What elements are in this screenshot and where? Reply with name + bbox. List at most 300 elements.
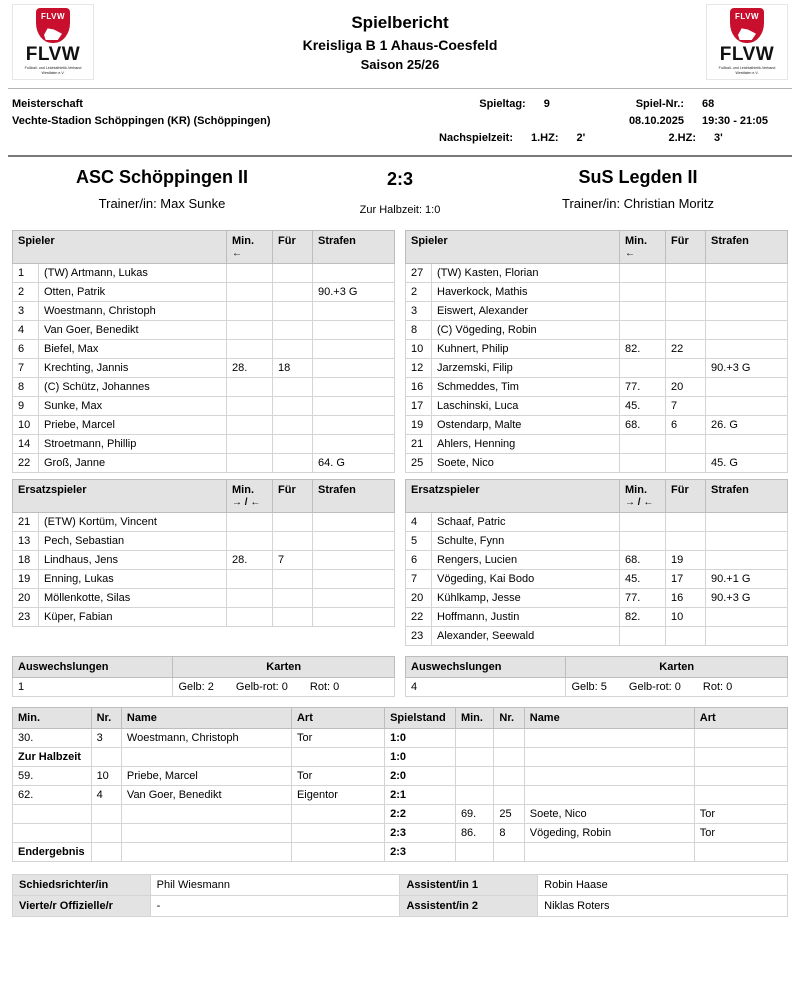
col-away-art: Art: [694, 708, 787, 729]
player-name: (ETW) Kortüm, Vincent: [39, 513, 227, 532]
col-strafen: Strafen: [706, 480, 788, 513]
player-name: Krechting, Jannis: [39, 359, 227, 378]
home-gelb: Gelb: 2: [178, 681, 214, 694]
subs-section: [8, 473, 792, 646]
stoppage-label: Nachspielzeit:: [439, 132, 513, 145]
event-away-min: 86.: [455, 824, 493, 843]
player-minute: [620, 532, 666, 551]
player-penalties: 90.+1 G: [706, 570, 788, 589]
teams-block: [8, 157, 792, 224]
table-row: [406, 532, 788, 551]
table-row: [13, 397, 395, 416]
assistant1-label: Assistent/in 1: [400, 875, 538, 896]
player-minute: [227, 435, 273, 454]
event-home-nr: 4: [91, 786, 121, 805]
player-minute: [620, 283, 666, 302]
player-penalties: [313, 589, 395, 608]
player-for: [273, 378, 313, 397]
away-starters-wrap: [405, 230, 788, 473]
player-for: [273, 513, 313, 532]
player-for: [273, 340, 313, 359]
player-for: [666, 454, 706, 473]
event-away-nr: [494, 729, 524, 748]
table-header-row: [13, 657, 395, 678]
player-for: [273, 264, 313, 283]
player-minute: [620, 454, 666, 473]
player-number: 7: [13, 359, 39, 378]
event-away-min: 69.: [455, 805, 493, 824]
player-number: 21: [406, 435, 432, 454]
halftime-score: Zur Halbzeit: 1:0: [359, 204, 441, 217]
table-row: [13, 805, 788, 824]
title-block: [94, 13, 706, 72]
player-penalties: [313, 435, 395, 454]
player-number: 18: [13, 551, 39, 570]
player-name: Stroetmann, Phillip: [39, 435, 227, 454]
player-penalties: 90.+3 G: [313, 283, 395, 302]
stoppage-row: [439, 130, 788, 147]
player-name: Schulte, Fynn: [432, 532, 620, 551]
event-score: 1:0: [385, 748, 456, 767]
player-for: [666, 283, 706, 302]
table-row: [406, 321, 788, 340]
home-starters-wrap: [12, 230, 395, 473]
player-minute: 68.: [620, 551, 666, 570]
player-number: 20: [13, 589, 39, 608]
player-number: 6: [13, 340, 39, 359]
player-number: 13: [13, 532, 39, 551]
player-number: 3: [406, 302, 432, 321]
table-row: [13, 454, 395, 473]
home-subs-body: [13, 513, 395, 627]
table-header-row: [13, 708, 788, 729]
events-body: [13, 729, 788, 862]
player-name: Priebe, Marcel: [39, 416, 227, 435]
event-away-min: [455, 843, 493, 862]
col-fuer: Für: [273, 231, 313, 264]
table-row: [406, 416, 788, 435]
event-home-name: [121, 805, 291, 824]
col-home-min: Min.: [13, 708, 92, 729]
fourth-official-label: Vierte/r Offizielle/r: [13, 896, 151, 917]
event-away-nr: 8: [494, 824, 524, 843]
report-header: [8, 0, 792, 88]
event-away-art: [694, 843, 787, 862]
player-for: [666, 435, 706, 454]
event-score: 2:3: [385, 843, 456, 862]
player-name: Enning, Lukas: [39, 570, 227, 589]
table-row: [406, 589, 788, 608]
player-number: 7: [406, 570, 432, 589]
player-minute: [227, 513, 273, 532]
event-away-art: Tor: [694, 824, 787, 843]
player-minute: [227, 532, 273, 551]
col-min: [227, 231, 273, 264]
player-name: Vögeding, Kai Bodo: [432, 570, 620, 589]
player-for: 6: [666, 416, 706, 435]
col-karten: Karten: [173, 657, 395, 678]
player-minute: [227, 608, 273, 627]
player-minute: 82.: [620, 340, 666, 359]
stoppage-h1-label: 1.HZ:: [531, 132, 559, 145]
player-minute: [620, 513, 666, 532]
away-starters-body: [406, 264, 788, 473]
player-number: 4: [406, 513, 432, 532]
player-for: [273, 608, 313, 627]
col-ersatzspieler: Ersatzspieler: [406, 480, 620, 513]
table-row: [13, 513, 395, 532]
event-home-art: [291, 805, 384, 824]
player-name: Lindhaus, Jens: [39, 551, 227, 570]
officials-section: [8, 862, 792, 923]
player-penalties: [313, 264, 395, 283]
away-team-name: SuS Legden II: [578, 167, 698, 188]
event-home-art: Eigentor: [291, 786, 384, 805]
event-home-art: Tor: [291, 729, 384, 748]
table-row: [13, 359, 395, 378]
table-row: [406, 454, 788, 473]
col-strafen: Strafen: [313, 231, 395, 264]
player-minute: [227, 416, 273, 435]
flvw-wordmark-right: FLVW: [719, 44, 775, 66]
date-row: [439, 113, 788, 130]
player-for: 7: [666, 397, 706, 416]
table-row: [13, 283, 395, 302]
league-name: Kreisliga B 1 Ahaus-Coesfeld: [302, 36, 498, 53]
event-home-min: 30.: [13, 729, 92, 748]
event-away-name: [524, 748, 694, 767]
player-for: [666, 359, 706, 378]
col-away-min: Min.: [455, 708, 493, 729]
table-row: [13, 321, 395, 340]
player-for: [273, 570, 313, 589]
col-fuer: Für: [666, 231, 706, 264]
table-row: [13, 264, 395, 283]
player-penalties: [313, 608, 395, 627]
player-number: 4: [13, 321, 39, 340]
player-minute: 28.: [227, 359, 273, 378]
player-minute: 82.: [620, 608, 666, 627]
col-karten: Karten: [566, 657, 788, 678]
player-number: 22: [406, 608, 432, 627]
events-table: [12, 707, 788, 862]
event-home-min: Endergebnis: [13, 843, 92, 862]
event-away-art: [694, 748, 787, 767]
table-row: [13, 589, 395, 608]
player-for: 22: [666, 340, 706, 359]
player-minute: [227, 378, 273, 397]
player-penalties: [313, 570, 395, 589]
col-ersatzspieler: Ersatzspieler: [13, 480, 227, 513]
stoppage-h2-label: 2.HZ:: [668, 132, 696, 145]
event-score: 2:3: [385, 824, 456, 843]
gamenr-value: 68: [702, 98, 715, 110]
player-name: Eiswert, Alexander: [432, 302, 620, 321]
col-home-nr: Nr.: [91, 708, 121, 729]
player-penalties: 45. G: [706, 454, 788, 473]
player-penalties: [313, 302, 395, 321]
competition-label: Meisterschaft: [12, 98, 83, 110]
player-number: 2: [406, 283, 432, 302]
player-minute: 68.: [620, 416, 666, 435]
away-subs-body: [406, 513, 788, 646]
player-number: 3: [13, 302, 39, 321]
player-number: 25: [406, 454, 432, 473]
player-name: (TW) Kasten, Florian: [432, 264, 620, 283]
player-penalties: [706, 302, 788, 321]
table-header-row: [13, 480, 395, 513]
table-header-row: [406, 231, 788, 264]
player-minute: [227, 454, 273, 473]
event-away-name: [524, 729, 694, 748]
col-fuer: Für: [666, 480, 706, 513]
home-gelbrot: Gelb-rot: 0: [235, 681, 288, 694]
player-penalties: [706, 608, 788, 627]
player-name: Biefel, Max: [39, 340, 227, 359]
table-header-row: [406, 480, 788, 513]
player-penalties: 90.+3 G: [706, 359, 788, 378]
event-away-nr: [494, 748, 524, 767]
event-away-name: Vögeding, Robin: [524, 824, 694, 843]
away-summary-table: [405, 656, 788, 697]
event-home-min: [13, 824, 92, 843]
scoreboard: [315, 167, 485, 216]
player-minute: [227, 321, 273, 340]
event-away-nr: [494, 767, 524, 786]
match-time: 19:30 - 21:05: [702, 115, 769, 128]
player-minute: [227, 340, 273, 359]
table-row: [13, 340, 395, 359]
match-meta-left: [12, 96, 271, 147]
away-starters-table: [405, 230, 788, 473]
player-for: [273, 454, 313, 473]
player-penalties: [313, 513, 395, 532]
player-number: 8: [13, 378, 39, 397]
table-row: [13, 416, 395, 435]
player-penalties: [313, 397, 395, 416]
away-coach: Trainer/in: Christian Moritz: [562, 196, 714, 212]
event-home-min: 62.: [13, 786, 92, 805]
event-score: 2:2: [385, 805, 456, 824]
player-number: 8: [406, 321, 432, 340]
table-row: [406, 378, 788, 397]
col-min: [620, 480, 666, 513]
event-away-nr: 25: [494, 805, 524, 824]
home-subs-wrap: [12, 479, 395, 646]
player-name: Möllenkotte, Silas: [39, 589, 227, 608]
player-number: 10: [406, 340, 432, 359]
player-penalties: [706, 513, 788, 532]
home-starters-body: [13, 264, 395, 473]
table-row: [406, 551, 788, 570]
referee-value: Phil Wiesmann: [150, 875, 400, 896]
table-row: [13, 729, 788, 748]
table-row: [13, 435, 395, 454]
player-for: 10: [666, 608, 706, 627]
table-row: [406, 570, 788, 589]
col-min-label: Min.: [625, 235, 647, 248]
player-name: Schmeddes, Tim: [432, 378, 620, 397]
event-away-name: Soete, Nico: [524, 805, 694, 824]
player-penalties: [313, 359, 395, 378]
player-name: Pech, Sebastian: [39, 532, 227, 551]
player-name: Küper, Fabian: [39, 608, 227, 627]
home-cards-cell: [173, 678, 395, 697]
player-for: [273, 283, 313, 302]
event-score: 1:0: [385, 729, 456, 748]
col-min: [227, 480, 273, 513]
event-home-min: [13, 805, 92, 824]
table-row: [406, 513, 788, 532]
event-home-nr: 3: [91, 729, 121, 748]
event-away-min: [455, 767, 493, 786]
table-row: [406, 397, 788, 416]
col-away-name: Name: [524, 708, 694, 729]
player-for: [666, 532, 706, 551]
home-summary-table: [12, 656, 395, 697]
player-number: 9: [13, 397, 39, 416]
player-number: 23: [13, 608, 39, 627]
player-number: 14: [13, 435, 39, 454]
player-penalties: [313, 551, 395, 570]
col-min-arrow: ←: [625, 248, 635, 260]
col-fuer: Für: [273, 480, 313, 513]
page-title: Spielbericht: [351, 12, 449, 32]
table-header-row: [406, 657, 788, 678]
player-name: Groß, Janne: [39, 454, 227, 473]
player-for: [273, 589, 313, 608]
player-for: [273, 435, 313, 454]
table-row: [406, 264, 788, 283]
player-for: [273, 397, 313, 416]
flvw-subtitle-left: Fußball- und Leichtathletik-Verband Westfalen e.V.: [24, 66, 82, 76]
player-for: 20: [666, 378, 706, 397]
table-row: [406, 340, 788, 359]
event-home-name: [121, 824, 291, 843]
event-away-nr: [494, 843, 524, 862]
player-penalties: [706, 340, 788, 359]
player-name: Hoffmann, Justin: [432, 608, 620, 627]
col-spieler: Spieler: [406, 231, 620, 264]
event-away-min: [455, 748, 493, 767]
home-rot: Rot: 0: [309, 681, 340, 694]
season-label: Saison 25/26: [360, 56, 440, 72]
home-team-block: [12, 167, 312, 211]
player-number: 22: [13, 454, 39, 473]
player-penalties: [706, 283, 788, 302]
home-subs-count: 1: [13, 678, 173, 697]
table-row: [406, 435, 788, 454]
event-home-nr: [91, 748, 121, 767]
fourth-official-value: -: [150, 896, 400, 917]
table-row: [13, 843, 788, 862]
player-number: 6: [406, 551, 432, 570]
player-penalties: [706, 378, 788, 397]
player-name: (C) Schütz, Johannes: [39, 378, 227, 397]
home-coach: Trainer/in: Max Sunke: [98, 196, 226, 212]
away-subs-table: [405, 479, 788, 646]
match-meta-right: [439, 96, 788, 147]
table-row: [406, 627, 788, 646]
player-minute: 28.: [227, 551, 273, 570]
officials-table: [12, 874, 788, 917]
table-row: [406, 608, 788, 627]
away-gelb: Gelb: 5: [571, 681, 607, 694]
event-home-name: [121, 748, 291, 767]
table-row: [13, 767, 788, 786]
player-number: 12: [406, 359, 432, 378]
summary-section: [8, 646, 792, 697]
player-minute: [227, 589, 273, 608]
event-away-nr: [494, 786, 524, 805]
player-for: 7: [273, 551, 313, 570]
player-penalties: [706, 397, 788, 416]
event-away-art: [694, 767, 787, 786]
match-date: 08.10.2025: [628, 115, 684, 128]
table-row: [406, 283, 788, 302]
event-away-name: [524, 843, 694, 862]
player-name: Woestmann, Christoph: [39, 302, 227, 321]
event-away-name: [524, 767, 694, 786]
events-section: [8, 697, 792, 862]
event-away-min: [455, 729, 493, 748]
event-home-name: Woestmann, Christoph: [121, 729, 291, 748]
player-for: [273, 321, 313, 340]
match-meta: [8, 89, 792, 155]
col-min-label: Min.: [232, 235, 254, 248]
player-penalties: [706, 321, 788, 340]
col-min-arrow: ←: [232, 248, 242, 260]
player-for: 18: [273, 359, 313, 378]
player-penalties: [313, 532, 395, 551]
flvw-shield-icon-right: FLVW: [730, 8, 764, 43]
player-for: [273, 302, 313, 321]
player-penalties: [706, 435, 788, 454]
table-row: [406, 359, 788, 378]
table-row: [13, 570, 395, 589]
event-away-art: [694, 729, 787, 748]
player-for: [273, 416, 313, 435]
col-spieler: Spieler: [13, 231, 227, 264]
col-auswechslungen: Auswechslungen: [406, 657, 566, 678]
event-away-art: Tor: [694, 805, 787, 824]
gamenr-label: Spiel-Nr.:: [635, 98, 684, 110]
event-away-min: [455, 786, 493, 805]
col-strafen: Strafen: [706, 231, 788, 264]
col-min: [620, 231, 666, 264]
player-minute: [227, 302, 273, 321]
player-penalties: 26. G: [706, 416, 788, 435]
player-minute: 45.: [620, 397, 666, 416]
player-name: Otten, Patrik: [39, 283, 227, 302]
event-score: 2:0: [385, 767, 456, 786]
player-name: Laschinski, Luca: [432, 397, 620, 416]
flvw-shield-icon: FLVW: [36, 8, 70, 43]
player-name: (C) Vögeding, Robin: [432, 321, 620, 340]
player-name: Sunke, Max: [39, 397, 227, 416]
event-home-min: Zur Halbzeit: [13, 748, 92, 767]
player-minute: [227, 264, 273, 283]
table-row: [13, 378, 395, 397]
event-score: 2:1: [385, 786, 456, 805]
player-name: Van Goer, Benedikt: [39, 321, 227, 340]
event-away-name: [524, 786, 694, 805]
player-minute: [620, 435, 666, 454]
away-subs-wrap: [405, 479, 788, 646]
event-home-art: [291, 748, 384, 767]
player-name: Haverkock, Mathis: [432, 283, 620, 302]
flvw-wordmark-left: FLVW: [25, 44, 81, 66]
